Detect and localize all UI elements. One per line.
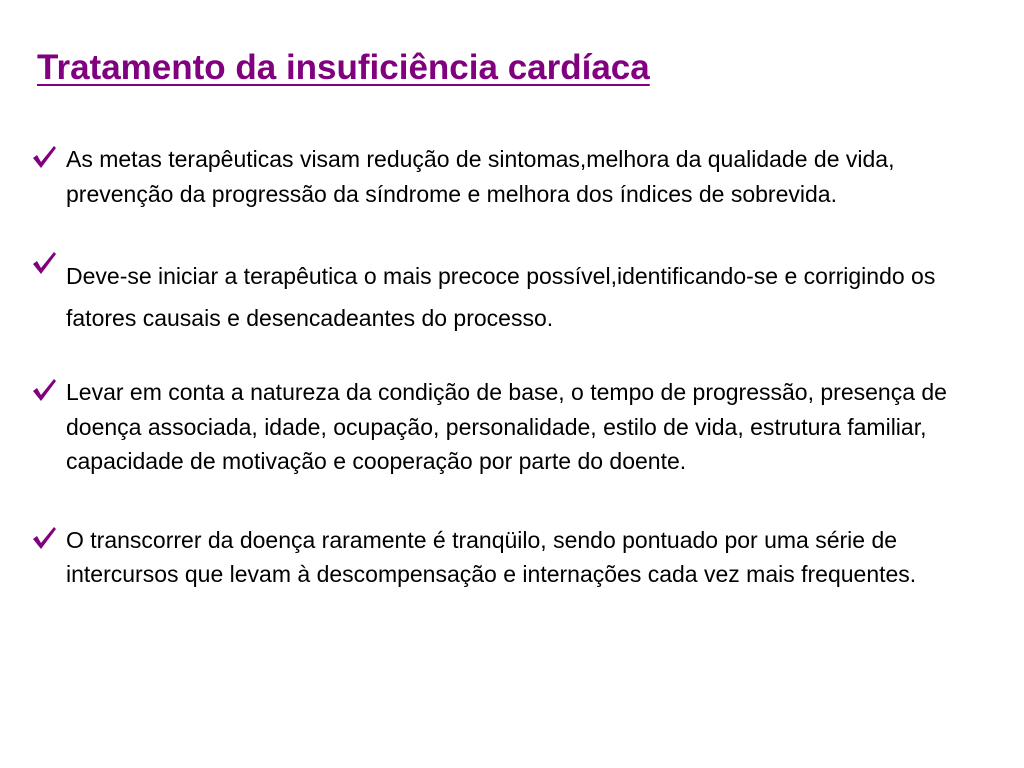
bullet-text: O transcorrer da doença raramente é tranqüilo, sendo pontuado por uma série de intercursos que levam à descompensação e internações cada vez mais frequentes. <box>66 526 917 587</box>
bullet-text: As metas terapêuticas visam redução de sintomas,melhora da qualidade de vida, prevenção da progressão da síndrome e melhora dos índices de sobrevida. <box>66 146 895 207</box>
checkmark-icon <box>30 524 58 552</box>
bullet-item <box>30 255 1000 339</box>
bullet-list <box>30 142 1000 592</box>
bullet-item <box>30 142 1000 211</box>
bullet-text: Levar em conta a natureza da condição de base, o tempo de progressão, presença de doença associada, idade, ocupação, personalidade, estilo de vida, estrutura familiar, capacidade de motivação e cooperação por parte do doente. <box>66 379 947 474</box>
checkmark-icon <box>30 249 58 277</box>
bullet-text: Deve-se iniciar a terapêutica o mais precoce possível,identificando-se e corrigindo os fatores causais e desencadeantes do processo. <box>66 263 936 331</box>
checkmark-icon <box>30 143 58 171</box>
slide-title: Tratamento da insuficiência cardíaca <box>37 48 650 87</box>
checkmark-icon <box>30 376 58 404</box>
bullet-item <box>30 375 1000 479</box>
bullet-item <box>30 523 1000 592</box>
